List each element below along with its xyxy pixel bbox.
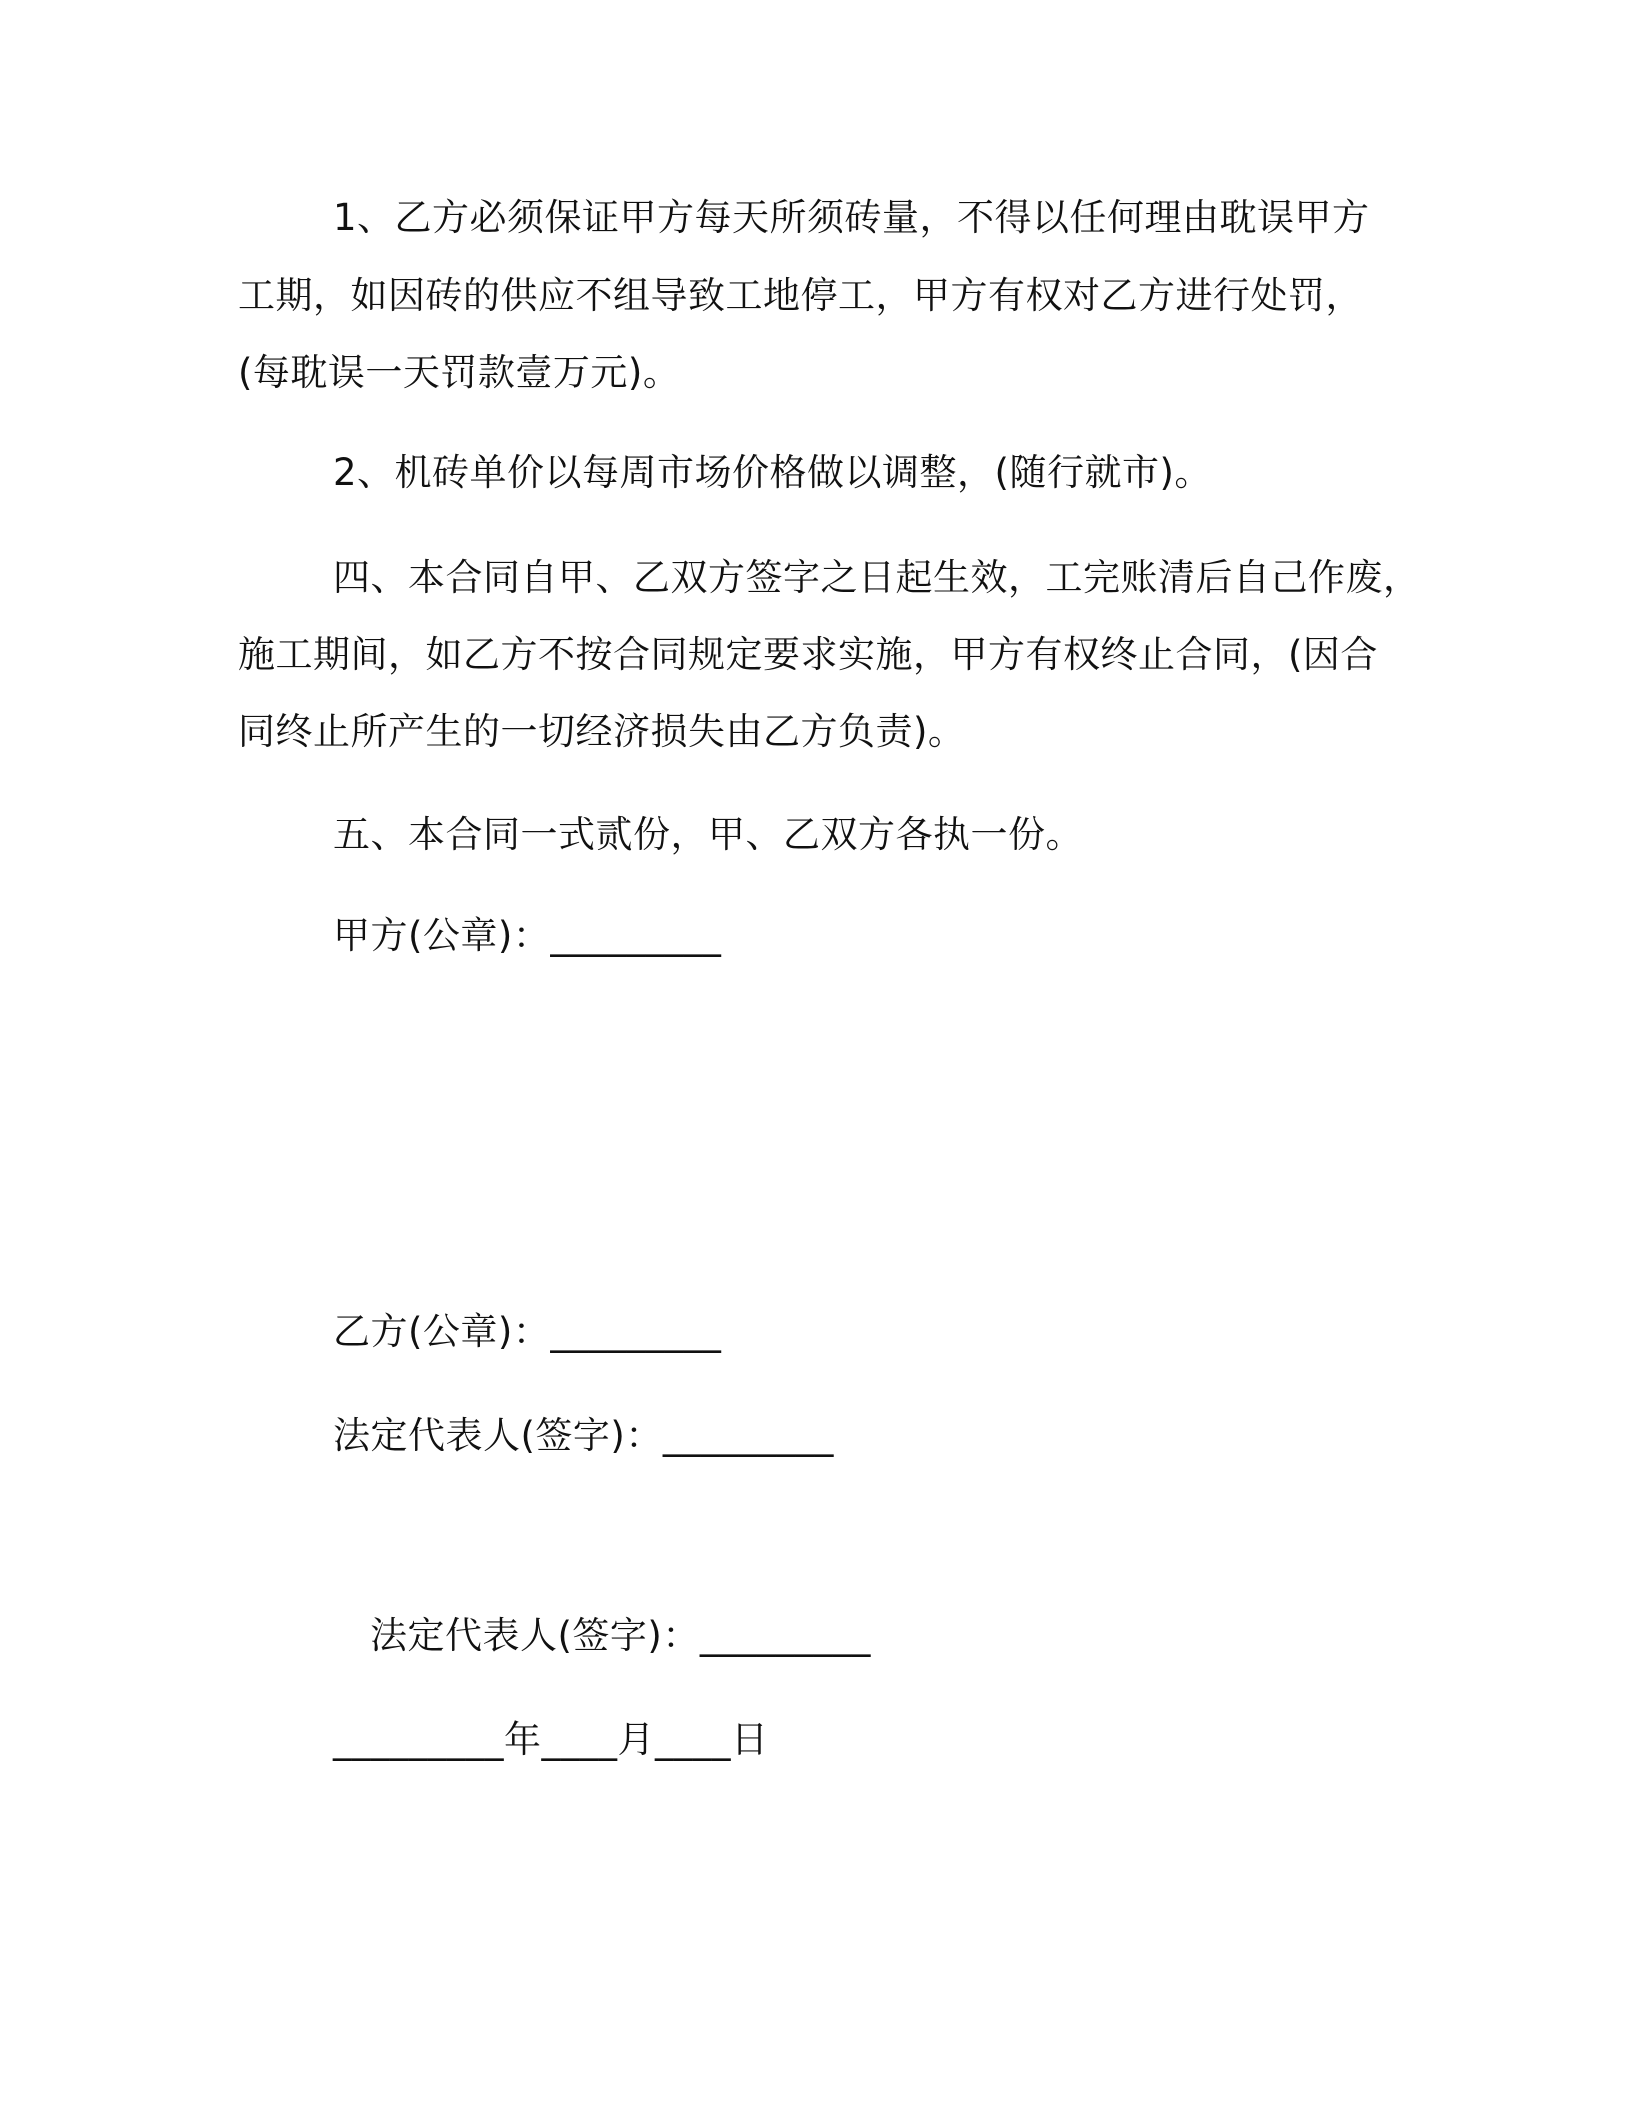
party-b-seal-line: 乙方(公章)：_________ — [333, 1310, 722, 1353]
legal-rep-signature-line-2: 法定代表人(签字)：_________ — [370, 1614, 871, 1657]
date-line: _________年____月____日 — [333, 1718, 769, 1761]
clause-2-line-1: 2、机砖单价以每周市场价格做以调整，(随行就市)。 — [333, 451, 1212, 494]
section-4-line-2: 施工期间，如乙方不按合同规定要求实施，甲方有权终止合同，(因合 — [238, 633, 1378, 676]
section-4-line-3: 同终止所产生的一切经济损失由乙方负责)。 — [238, 710, 966, 753]
clause-1-line-1: 1、乙方必须保证甲方每天所须砖量，不得以任何理由耽误甲方 — [333, 196, 1370, 239]
section-5-line-1: 五、本合同一式贰份，甲、乙双方各执一份。 — [333, 813, 1083, 856]
clause-1-line-3: (每耽误一天罚款壹万元)。 — [238, 351, 681, 394]
section-4-line-1: 四、本合同自甲、乙双方签字之日起生效，工完账清后自己作废， — [333, 556, 1421, 599]
party-a-seal-line: 甲方(公章)：_________ — [333, 914, 722, 957]
legal-rep-signature-line-1: 法定代表人(签字)：_________ — [333, 1414, 834, 1457]
clause-1-line-2: 工期，如因砖的供应不组导致工地停工，甲方有权对乙方进行处罚， — [238, 274, 1363, 317]
